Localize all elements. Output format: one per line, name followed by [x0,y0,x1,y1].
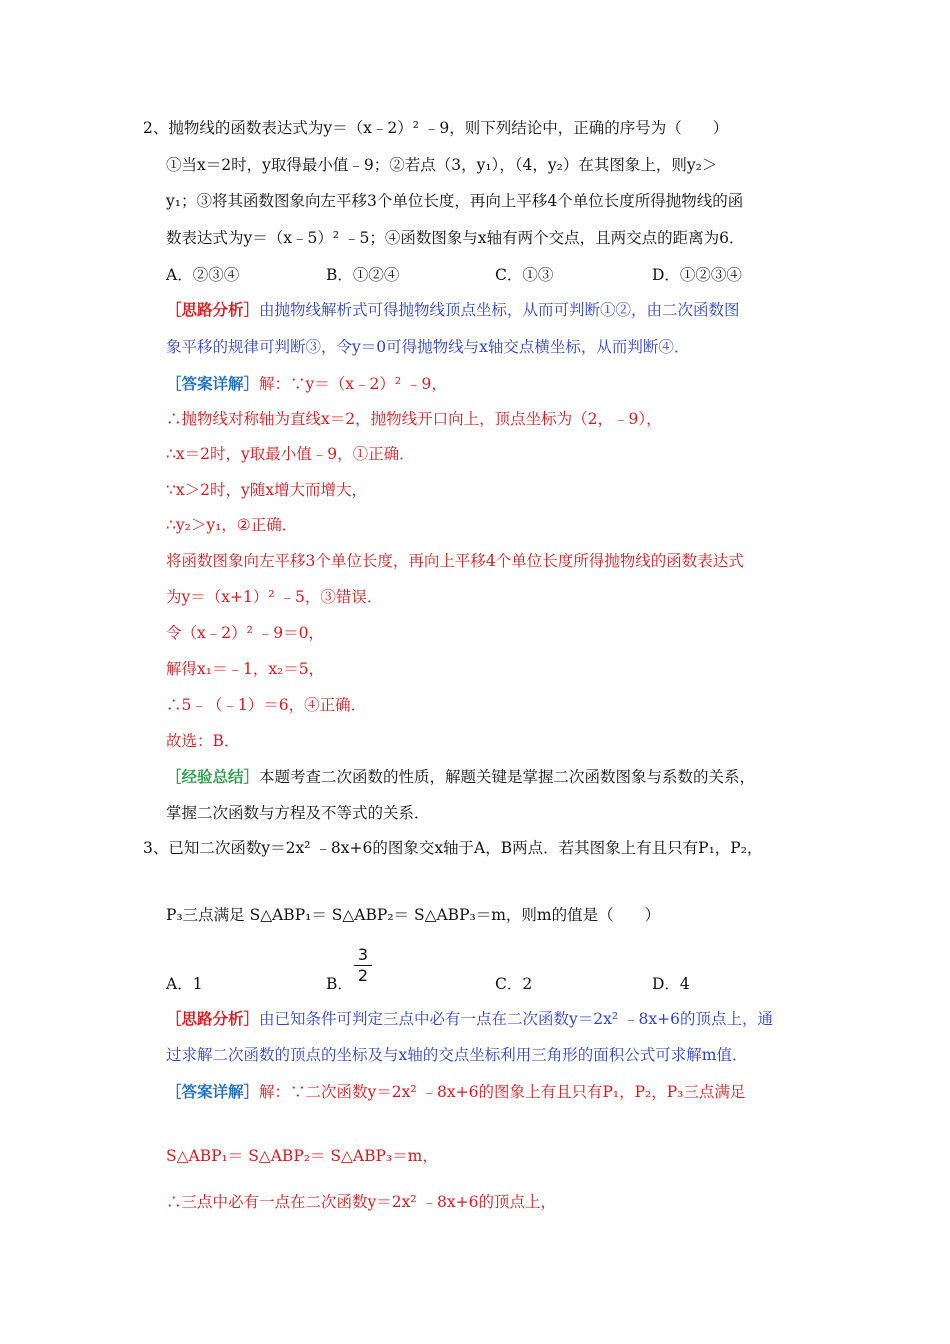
q2-stem-line: 数表达式为y＝（x﹣5）² ﹣5；④函数图象与x轴有两个交点，且两交点的距离为6． [166,229,745,247]
summary-text: 本题考查二次函数的性质，解题关键是掌握二次函数图象与系数的关系， [259,768,756,786]
q3-stem-line: 3、已知二次函数y＝2x² ﹣8x+6的图象交x轴于A，B两点．若其图象上有且只有P₁，P₂， [143,839,763,857]
q2-option-b: B．①②④ [326,266,400,284]
q2-answer-line: ∴抛物线对称轴为直线x＝2，抛物线开口向上，顶点坐标为（2，﹣9）， [166,410,662,428]
analysis-tag: ［思路分析］ [166,1009,260,1028]
answer-text: 解：∵y＝（x﹣2）² ﹣9， [259,375,447,393]
q2-answer-line: ∴x＝2时，y取最小值﹣9，①正确． [166,445,415,463]
q3-answer-line: S△ABP₁＝ S△ABP₂＝ S△ABP₃＝m， [166,1147,438,1165]
q3-analysis-line: 过求解二次函数的顶点的坐标及与x轴的交点坐标利用三角形的面积公式可求解m值． [166,1046,748,1064]
q2-answer-line: ∴y₂＞y₁，②正确． [166,516,298,534]
q2-analysis-line: 象平移的规律可判断③，令y＝0可得抛物线与x轴交点横坐标，从而判断④． [166,338,690,356]
analysis-text: 由抛物线解析式可得抛物线顶点坐标，从而可判断①②，由二次函数图 [259,301,740,319]
q2-stem-line: ①当x＝2时，y取得最小值﹣9；②若点（3，y₁），（4，y₂）在其图象上，则y₂＞ [166,156,718,174]
q2-answer-first-line [166,374,447,394]
q2-stem-line: y₁；③将其函数图象向左平移3个单位长度，再向上平移4个单位长度所得抛物线的函 [166,192,744,210]
q2-answer-line: 解得x₁＝﹣1，x₂＝5， [166,660,325,678]
q2-summary-line [166,767,755,787]
analysis-text: 由已知条件可判定三点中必有一点在二次函数y＝2x² ﹣8x+6的顶点上，通 [259,1010,773,1028]
q2-summary-line: 掌握二次函数与方程及不等式的关系． [166,804,430,822]
q2-option-a: A．②③④ [166,266,240,284]
answer-text: 解：∵二次函数y＝2x² ﹣8x+6的图象上有且只有P₁，P₂，P₃三点满足 [259,1083,746,1101]
q3-option-a: A．1 [166,975,203,993]
q3-answer-line: ∴三点中必有一点在二次函数y＝2x² ﹣8x+6的顶点上， [166,1193,556,1211]
q3-stem-line: P₃三点满足 S△ABP₁＝ S△ABP₂＝ S△ABP₃＝m，则m的值是（ ） [166,906,661,924]
q2-stem-line: 2、抛物线的函数表达式为y＝（x﹣2）² ﹣9，则下列结论中，正确的序号为（ ） [143,119,729,137]
q3-answer-first-line [166,1082,745,1102]
fraction-numerator: 3 [357,945,369,964]
q3-option-b: B． [326,975,353,993]
analysis-tag: ［思路分析］ [166,300,260,319]
answer-tag: ［答案详解］ [166,1082,260,1101]
summary-tag: ［经验总结］ [166,767,260,786]
q2-answer-line: 将函数图象向左平移3个单位长度，再向上平移4个单位长度所得抛物线的函数表达式 [166,552,744,570]
q2-answer-line: 为y＝（x+1）² ﹣5，③错误． [166,588,383,606]
q2-answer-line: ∴5﹣（﹣1）＝6，④正确． [166,696,367,714]
q2-option-c: C．①③ [495,266,554,284]
q3-option-c: C．2 [495,975,533,993]
q3-fraction [354,946,372,985]
q2-answer-line: ∵x＞2时，y随x增大而增大， [166,481,367,499]
q3-analysis-line [166,1009,773,1029]
answer-tag: ［答案详解］ [166,374,260,393]
q2-answer-line: 令（x﹣2）² ﹣9＝0， [166,624,324,642]
fraction-denominator: 2 [357,966,369,985]
q2-analysis-line [166,300,740,320]
q2-option-d: D．①②③④ [652,266,742,284]
q3-option-d: D．4 [652,975,690,993]
q2-answer-line: 故选：B． [166,732,240,750]
